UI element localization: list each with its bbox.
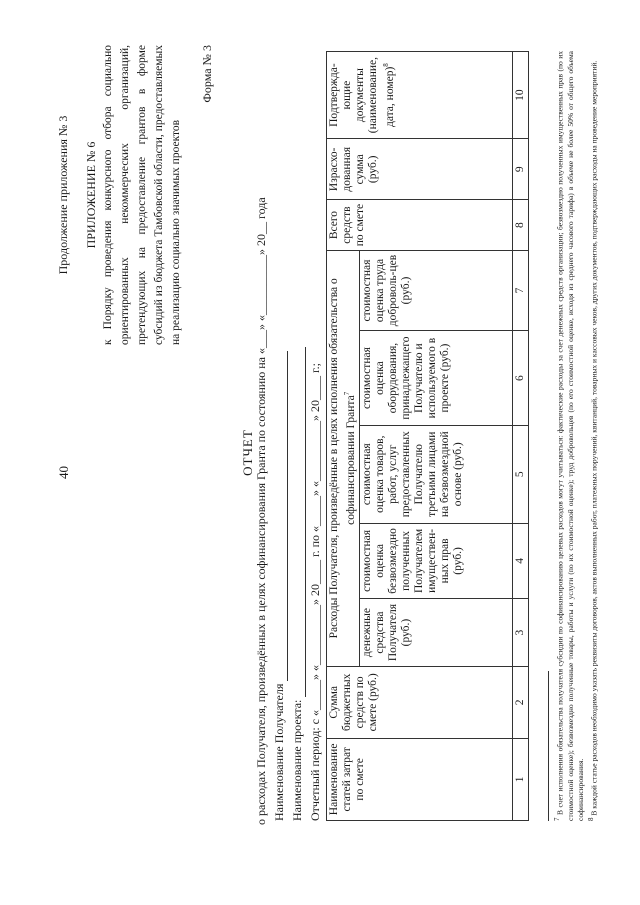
recipient-blank <box>272 351 288 681</box>
form-number: Форма № 3 <box>200 45 214 103</box>
col-number-9: 9 <box>512 139 528 200</box>
col-number-10: 10 <box>512 52 528 139</box>
report-title: ОТЧЕТ <box>240 429 255 476</box>
page-number: 40 <box>56 466 71 479</box>
header-documents: Подтвержда-ющие документы (наименование, дата, номер)$^8$ <box>327 52 513 139</box>
header-equipment: стоимостная оценка оборудования, принадлежащего Получателю и используемого в проекте (руб.) <box>359 331 512 426</box>
header-cofinancing-group: Расходы Получателя, произведённые в целях исполнения обязательства о софинансировании Гранта$^7$ <box>327 250 360 666</box>
col-number-8: 8 <box>512 200 528 250</box>
header-total: Всего средств по смете <box>327 200 513 250</box>
project-blank <box>290 347 306 697</box>
col-number-6: 6 <box>512 331 528 426</box>
header-property-rights: стоимостная оценка безвозмездно полученных Получателем имуществен-ных прав (руб.) <box>359 523 512 599</box>
header-spent: Израсхо-дованная сумма (руб.) <box>327 139 513 200</box>
footnote-separator <box>548 671 549 821</box>
col-number-4: 4 <box>512 523 528 599</box>
recipient-field <box>272 351 288 821</box>
header-row <box>327 52 360 821</box>
report-period: Отчетный период: с «_____» «__________» 20____ г. по «_____» «__________» 20____ г.; <box>308 363 322 821</box>
expense-report-table <box>326 51 529 821</box>
header-free-goods: стоимостная оценка товаров, работ, услуг предоставленных Получателю третьими лицами на безвозмездной основе (руб.) <box>359 425 512 523</box>
col-number-1: 1 <box>512 738 528 820</box>
header-budget-sum: Сумма бюджетных средств по смете (руб.) <box>327 666 513 738</box>
annex-title: ПРИЛОЖЕНИЕ № 6 <box>84 141 98 249</box>
recipient-label: Наименование Получателя <box>272 683 286 821</box>
annex-text: к Порядку проведения конкурсного отбора социально ориентированных некоммерческих организаций, претендующих на предоставление грантов в форме субсидий из бюджета Тамбовской области, предоставляемых на реализацию социально значимых проектов <box>102 45 182 345</box>
footnote-7: $^7$ В счет исполнения обязательства получателя субсидии по софинансированию целевых расходов могут учитываться: фактические расходы за счет денежных средств организации; безвозмездно полученных имущественных прав (по их стоимостной оценке); безвозмездно полученные товары, работы и услуги (по их стоимостной оценке); труд добровольцев (по его стоимостной оценке, исходя из среднего часового тарифа) в объеме не более 50% от общего объема софинансирования. <box>553 50 585 821</box>
col-number-2: 2 <box>512 666 528 738</box>
footnote-8: $^8$ В каждой статье расходов необходимо указать реквизиты договоров, актов выполненных работ, платежных поручений, квитанций, товарных и кассовых чеков, других документов, подтверждающих расходы на проведение мероприятий. <box>586 60 598 821</box>
continuation-note: Продолжение приложения № 3 <box>56 115 70 275</box>
header-own-funds: денежные средства Получателя (руб.) <box>359 599 512 667</box>
footnotes <box>552 51 599 821</box>
col-number-5: 5 <box>512 425 528 523</box>
report-subtitle: о расходах Получателя, произведённых в целях софинансирования Гранта по состоянию на «___» «__________» 20__ года <box>254 197 268 825</box>
numbers-row <box>512 52 528 821</box>
project-label: Наименование проекта: <box>290 699 304 821</box>
col-number-7: 7 <box>512 250 528 330</box>
col-number-3: 3 <box>512 599 528 667</box>
project-field <box>290 347 306 821</box>
header-cost-items: Наименование статей затрат по смете <box>327 738 513 820</box>
header-volunteers: стоимостная оценка труда доброволь-цев (руб.) <box>359 250 512 330</box>
